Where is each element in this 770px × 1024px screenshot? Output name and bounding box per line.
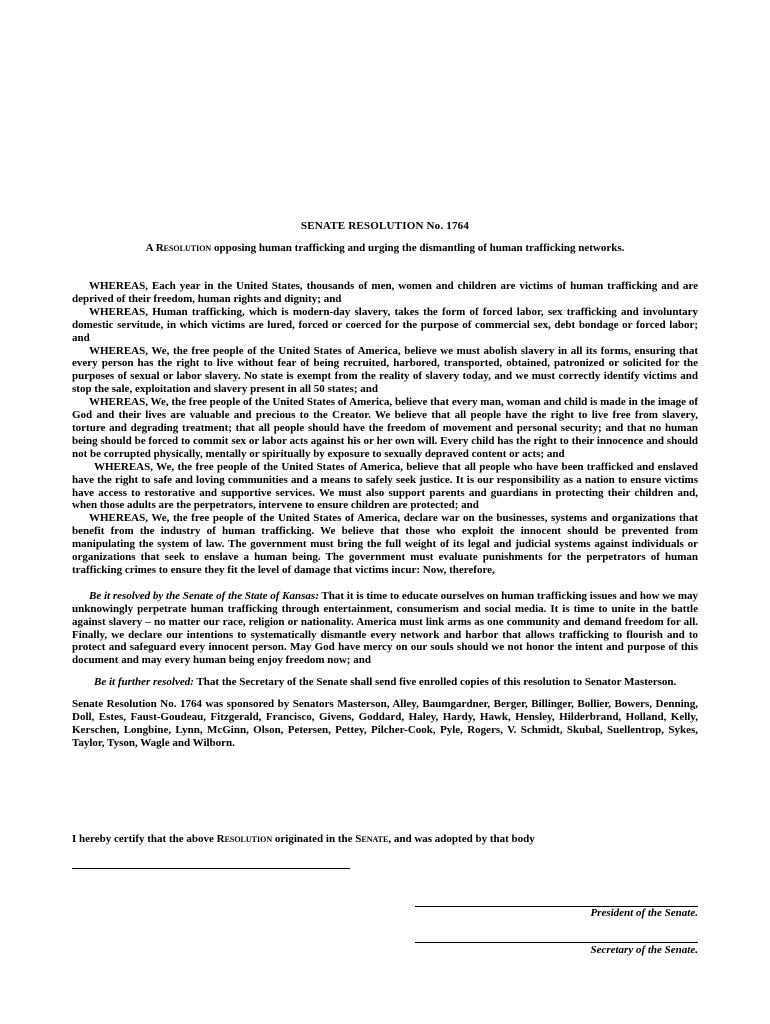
president-label: President of the Senate. — [590, 907, 698, 919]
secretary-signature-line — [415, 942, 698, 943]
certify-text-1: I hereby certify that the above — [72, 833, 217, 845]
certify-smallcaps-1: Resolution — [216, 833, 273, 845]
subtitle-prefix: A — [145, 242, 156, 254]
resolution-title: SENATE RESOLUTION No. 1764 — [300, 220, 470, 232]
sponsors-paragraph: Senate Resolution No. 1764 was sponsored by Senators Masterson, Alley, Baumgardner, Berger, Billinger, Bollier, Bowers, Denning, Doll, Estes, Faust-Goudeau, Fitzgerald, Francisco, Givens, Goddard, Haley, Hardy, Hawk, Hensley, Hilderbrand, Holland, Kelly, Kerschen, Longbine, Lynn, McGinn, Olson, Petersen, Pettey, Pilcher-Cook, Pyle, Rogers, V. Schmidt, Skubal, Suellentrop, Sykes, Taylor, Tyson, Wagle and Wilborn. — [72, 698, 698, 749]
further-resolved-lead: Be it further resolved: — [94, 676, 194, 689]
resolved-lead: Be it resolved by the Senate of the State of Kansas: — [89, 589, 319, 602]
whereas-paragraph-5: WHEREAS, We, the free people of the United States of America, believe that all people who have been trafficked and enslaved have the right to safe and loving communities and a means to safely seek justice. It is our responsibility as a nation to ensure victims have access to restorative and supportive services. We must also support parents and guardians in protecting their children and, when those adults are the perpetrators, intervene to ensure children are protected; and — [72, 460, 698, 512]
whereas-paragraph-6: WHEREAS, We, the free people of the United States of America, declare war on the businesses, systems and organizations that benefit from the industry of human trafficking. We believe that those who exploit the innocent should be prevented from manipulating the system of law. The government must bring the full weight of its legal and judicial systems against individuals or organizations that seek to enslave a human being. The government must evaluate punishments for the perpetrators of human trafficking crimes to ensure they fit the level of damage that victims incur: Now, therefore, — [72, 512, 698, 576]
subtitle-rest: opposing human trafficking and urging the dismantling of human trafficking networks. — [211, 242, 625, 254]
whereas-paragraph-1: WHEREAS, Each year in the United States, thousands of men, women and children are victims of human trafficking and are deprived of their freedom, human rights and dignity; and — [72, 280, 698, 305]
secretary-label: Secretary of the Senate. — [590, 944, 698, 956]
further-resolved-text: That the Secretary of the Senate shall send five enrolled copies of this resolution to Senator Masterson. — [193, 676, 677, 689]
subtitle-smallcaps: Resolution — [155, 242, 212, 254]
resolved-paragraph — [72, 590, 698, 667]
resolution-subtitle — [72, 242, 698, 254]
resolved-text: That it is time to educate ourselves on human trafficking issues and how we may unknowingly perpetrate human trafficking through entertainment, consumerism and social media. It is time to unite in the battle against slavery – no matter our race, religion or nationality. America must link arms as one community and demand freedom for all. Finally, we declare our intentions to systematically dismantle every network and harbor that allows trafficking to flourish and to protect and safeguard every innocent person. May God have mercy on our souls should we not honor the intent and purpose of this document and may every human being enjoy freedom now; and — [72, 589, 698, 667]
certification-statement — [72, 833, 698, 845]
certify-text-3: , and was adopted by that body — [388, 833, 535, 845]
certify-text-2: originated in the — [272, 833, 356, 845]
date-signature-line — [72, 868, 350, 869]
whereas-paragraph-2: WHEREAS, Human trafficking, which is modern-day slavery, takes the form of forced labor, sex trafficking and involuntary domestic servitude, in which victims are lured, forced or coerced for the purpose of commercial sex, debt bondage or forced labor; and — [72, 305, 698, 344]
whereas-paragraph-4: WHEREAS, We, the free people of the United States of America, believe that every man, woman and child is made in the image of God and their lives are valuable and precious to the Creator. We believe that all people have the right to live free from slavery, torture and degrading treatment; that all people should have the freedom of movement and personal security; and that no human being should be forced to commit sex or labor acts against his or her own will. Every child has the right to their innocence and should not be corrupted physically, mentally or spiritually by exposure to sexually depraved content or acts; and — [72, 396, 698, 460]
whereas-paragraph-3: WHEREAS, We, the free people of the United States of America, believe we must abolish slavery in all its forms, ensuring that every person has the right to live without fear of being recruited, harbored, transported, obtained, patronized or solicited for the purposes of sexual or labor slavery. No state is exempt from the reality of slavery today, and we must correctly identify victims and stop the sale, exploitation and slavery present in all 50 states; and — [72, 344, 698, 396]
further-resolved-paragraph — [72, 676, 698, 689]
resolution-body — [72, 280, 698, 750]
certify-smallcaps-2: Senate — [355, 833, 389, 845]
